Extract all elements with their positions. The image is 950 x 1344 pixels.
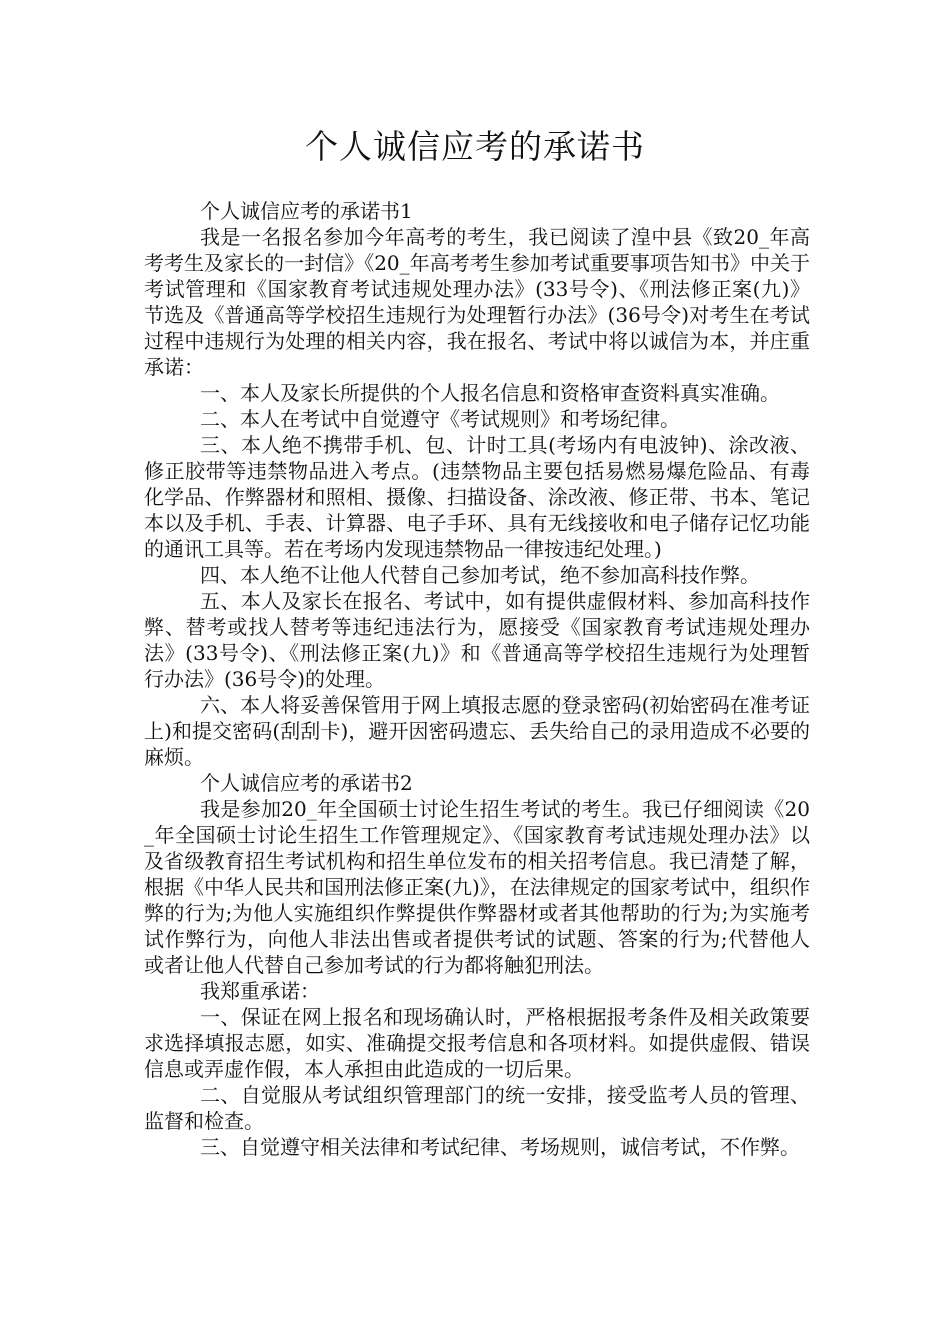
document-title: 个人诚信应考的承诺书 xyxy=(305,127,645,166)
paragraph-item-4: 四、本人绝不让他人代替自己参加考试，绝不参加高科技作弊。 xyxy=(200,563,760,587)
paragraph-pledge-2: 二、自觉服从考试组织管理部门的统一安排，接受监考人员的管理、监督和检查。 xyxy=(144,1083,810,1133)
paragraph-pledge-1: 一、保证在网上报名和现场确认时，严格根据报考条件及相关政策要求选择填报志愿，如实、准确提交报考信息和各项材料。如提供虚假、错误信息或弄虚作假，本人承担由此造成的一切后果。 xyxy=(144,1005,810,1081)
section-heading-1: 个人诚信应考的承诺书1 xyxy=(200,199,413,223)
paragraph-intro-1: 我是一名报名参加今年高考的考生，我已阅读了湟中县《致20_年高考考生及家长的一封信》《20_年高考考生参加考试重要事项告知书》中关于考试管理和《国家教育考试违规处理办法》(33号令)、《刑法修正案(九)》节选及《普通高等学校招生违规行为处理暂行办法》(36号令)对考生在考试过程中违规行为处理的相关内容，我在报名、考试中将以诚信为本，并庄重承诺： xyxy=(144,225,810,379)
paragraph-item-2: 二、本人在考试中自觉遵守《考试规则》和考场纪律。 xyxy=(200,407,680,431)
paragraph-pledge-3: 三、自觉遵守相关法律和考试纪律、考场规则，诚信考试，不作弊。 xyxy=(200,1135,800,1159)
paragraph-item-3: 三、本人绝不携带手机、包、计时工具(考场内有电波钟)、涂改液、修正胶带等违禁物品进入考点。(违禁物品主要包括易燃易爆危险品、有毒化学品、作弊器材和照相、摄像、扫描设备、涂改液、修正带、书本、笔记本以及手机、手表、计算器、电子手环、具有无线接收和电子储存记忆功能的通讯工具等。若在考场内发现违禁物品一律按违纪处理。) xyxy=(144,433,810,561)
document-body xyxy=(144,198,810,1160)
paragraph-item-1: 一、本人及家长所提供的个人报名信息和资格审查资料真实准确。 xyxy=(200,381,780,405)
paragraph-intro-2: 我是参加20_年全国硕士讨论生招生考试的考生。我已仔细阅读《20_年全国硕士讨论生招生工作管理规定》、《国家教育考试违规处理办法》以及省级教育招生考试机构和招生单位发布的相关招考信息。我已清楚了解，根据《中华人民共和国刑法修正案(九)》，在法律规定的国家考试中，组织作弊的行为;为他人实施组织作弊提供作弊器材或者其他帮助的行为;为实施考试作弊行为，向他人非法出售或者提供考试的试题、答案的行为;代替他人或者让他人代替自己参加考试的行为都将触犯刑法。 xyxy=(144,797,810,977)
paragraph-pledge-lead: 我郑重承诺： xyxy=(200,979,320,1003)
section-heading-2: 个人诚信应考的承诺书2 xyxy=(200,771,413,795)
paragraph-item-5: 五、本人及家长在报名、考试中，如有提供虚假材料、参加高科技作弊、替考或找人替考等违纪违法行为，愿接受《国家教育考试违规处理办法》(33号令)、《刑法修正案(九)》和《普通高等学校招生违规行为处理暂行办法》(36号令)的处理。 xyxy=(144,589,810,691)
paragraph-item-6: 六、本人将妥善保管用于网上填报志愿的登录密码(初始密码在准考证上)和提交密码(刮刮卡)，避开因密码遗忘、丢失给自己的录用造成不必要的麻烦。 xyxy=(144,693,810,769)
